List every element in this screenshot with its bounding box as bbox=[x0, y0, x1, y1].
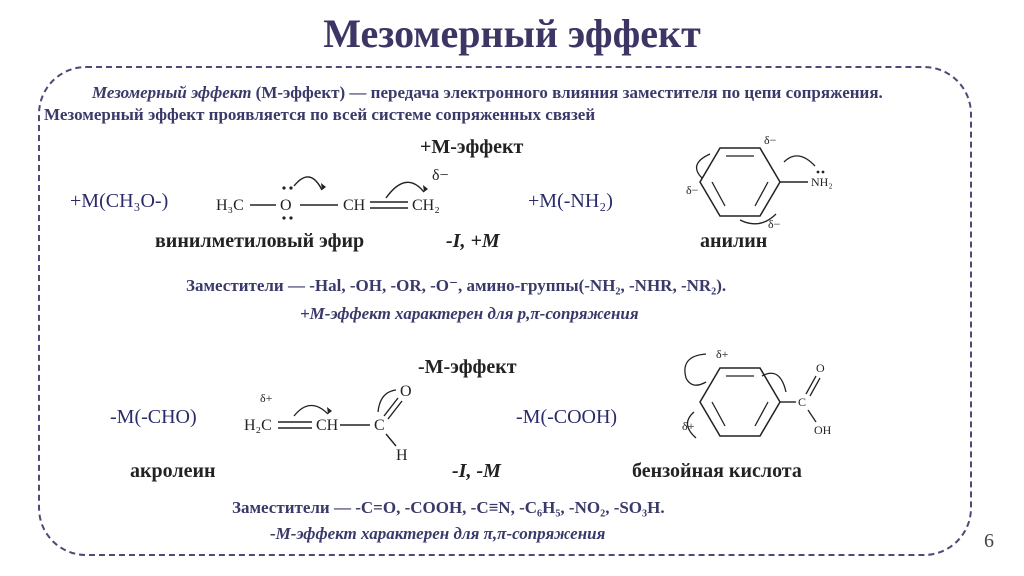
oh-label: OH bbox=[814, 423, 832, 437]
plus-m-header: +М-эффект bbox=[420, 136, 524, 158]
definition-term: Мезомерный эффект bbox=[92, 83, 252, 102]
page-title: Мезомерный эффект bbox=[323, 11, 701, 56]
definition-body: — передача электронного влияния заместителя по цепи сопряжения. Мезомерный эффект проявляется по всей системе сопряженных связей bbox=[44, 83, 883, 124]
delta-ortho2-label: δ− bbox=[768, 217, 781, 230]
arrow-to-ch2 bbox=[386, 182, 424, 198]
arrow-to-bond bbox=[294, 177, 322, 190]
definition-text bbox=[44, 82, 954, 126]
hydrogen-label: H bbox=[396, 447, 408, 464]
benzoic-acid-structure bbox=[676, 348, 856, 454]
delta-para-label: δ+ bbox=[682, 419, 695, 433]
minus-m-effect-cho: -М(-CHO) bbox=[110, 406, 197, 428]
plus-m-effect-methoxy: +М(CH₃O-) bbox=[70, 190, 169, 212]
ch-label: CH bbox=[343, 197, 366, 214]
h3c-label: H₃C bbox=[216, 197, 244, 214]
acrolein-structure bbox=[238, 380, 418, 464]
delta-ortho-label: δ− bbox=[764, 134, 777, 147]
h2c-label: H₂C bbox=[244, 417, 272, 434]
plus-m-substituents: Заместители — -Hal, -OH, -OR, -O⁻, амино-группы(-NH₂, -NHR, -NR₂). bbox=[186, 276, 727, 295]
minus-m-note: -М-эффект характерен для π,π-сопряжения bbox=[270, 524, 606, 543]
aniline-structure bbox=[680, 134, 870, 230]
carbonyl-c-label: C bbox=[374, 417, 385, 434]
delta-para-label: δ− bbox=[686, 183, 699, 197]
vinyl-methyl-ether-structure bbox=[210, 160, 460, 230]
minus-m-header: -М-эффект bbox=[418, 356, 517, 378]
page-number: 6 bbox=[984, 530, 994, 552]
definition-term-paren: (М-эффект) bbox=[255, 83, 346, 102]
delta-minus-label: δ− bbox=[432, 167, 449, 184]
compound-acrolein: акролеин bbox=[130, 460, 216, 482]
oxygen-label: O bbox=[280, 197, 292, 214]
minus-m-effects-mid: -I, -М bbox=[452, 460, 501, 482]
nh2-label: NH₂ bbox=[811, 175, 833, 189]
carbonyl-o-label: O bbox=[816, 361, 825, 375]
minus-m-effect-cooh: -М(-COOH) bbox=[516, 406, 618, 428]
compound-vinyl-methyl-ether: винилметиловый эфир bbox=[155, 230, 365, 252]
plus-m-note: +М-эффект характерен для p,π-сопряжения bbox=[300, 304, 639, 323]
minus-m-substituents: Заместители — -C=O, -COOH, -C≡N, -C₆H₅, -NO₂, -SO₃H. bbox=[232, 498, 665, 517]
oxygen-label: O bbox=[400, 383, 412, 400]
plus-m-effects-mid: -I, +М bbox=[446, 230, 500, 252]
ch-label: CH bbox=[316, 417, 339, 434]
delta-plus-label: δ+ bbox=[260, 391, 273, 405]
delta-ortho-label: δ+ bbox=[716, 348, 729, 361]
compound-benzoic-acid: бензойная кислота bbox=[632, 460, 802, 482]
ch2-label: CH₂ bbox=[412, 197, 440, 214]
compound-aniline: анилин bbox=[700, 230, 768, 252]
carboxyl-c-label: C bbox=[798, 395, 807, 409]
plus-m-effect-amino: +М(-NH₂) bbox=[528, 190, 613, 212]
